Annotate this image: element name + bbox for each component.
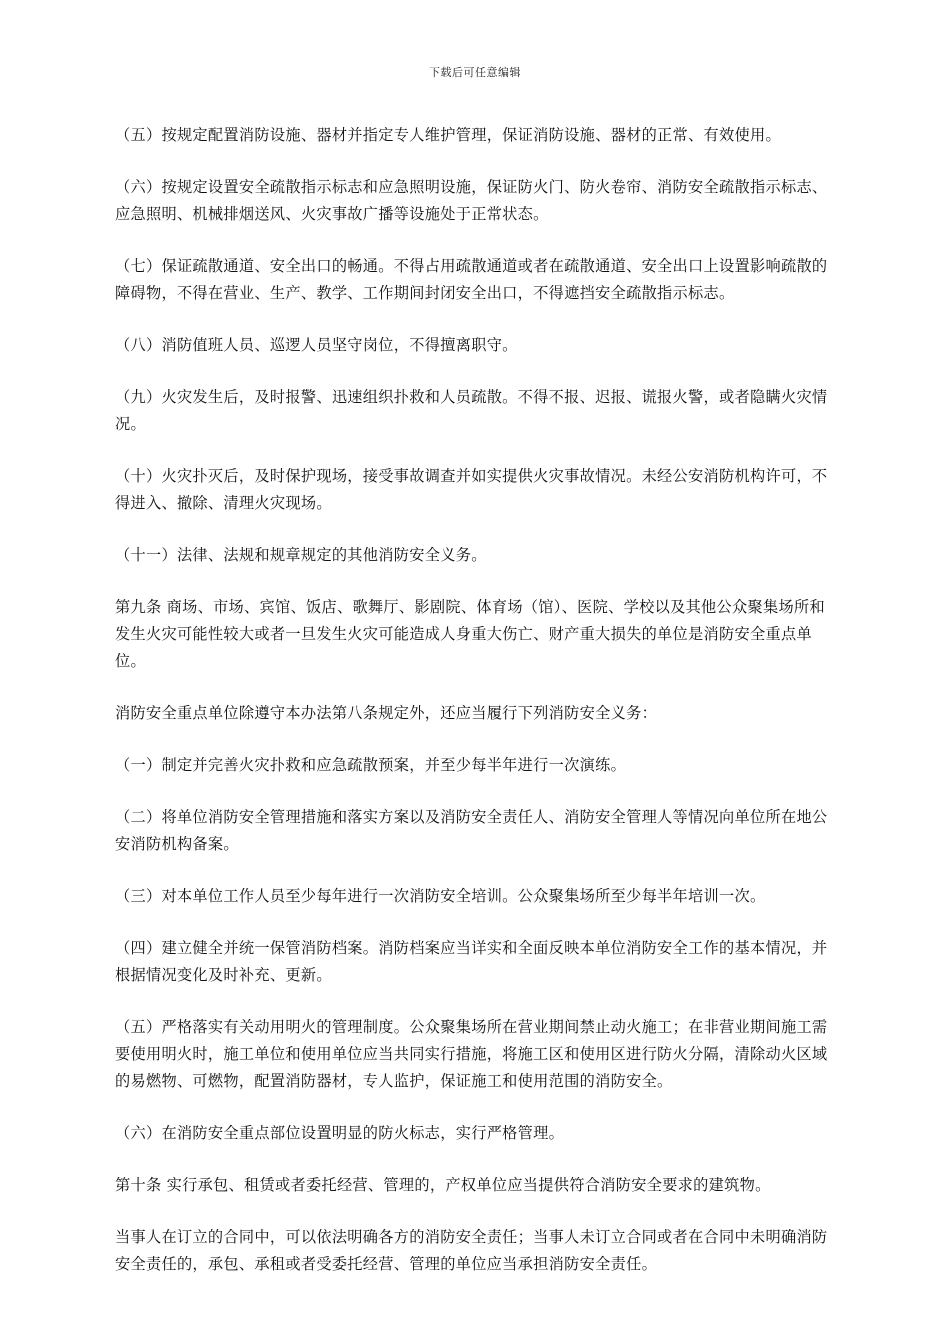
paragraph-10: （一）制定并完善火灾扑救和应急疏散预案，并至少每半年进行一次演练。 bbox=[115, 756, 627, 774]
paragraph-4: （八）消防值班人员、巡逻人员坚守岗位，不得擅离职守。 bbox=[115, 336, 518, 354]
paragraph-11: （二）将单位消防安全管理措施和落实方案以及消防安全责任人、消防安全管理人等情况向单位所在地公安消防机构备案。 bbox=[115, 808, 828, 853]
paragraph-12: （三）对本单位工作人员至少每年进行一次消防安全培训。公众聚集场所至少每半年培训一次。 bbox=[115, 887, 766, 905]
article-10-paragraph: 第十条 实行承包、租赁或者委托经营、管理的，产权单位应当提供符合消防安全要求的建筑物。 bbox=[115, 1176, 771, 1194]
paragraph-5: （九）火灾发生后，及时报警、迅速组织扑救和人员疏散。不得不报、迟报、谎报火警，或者隐瞒火灾情况。 bbox=[115, 388, 828, 433]
paragraph-7: （十一）法律、法规和规章规定的其他消防安全义务。 bbox=[115, 546, 487, 564]
paragraph-6: （十）火灾扑灭后，及时保护现场，接受事故调查并如实提供火灾事故情况。未经公安消防机构许可，不得进入、撤除、清理火灾现场。 bbox=[115, 467, 828, 512]
paragraph-14: （五）严格落实有关动用明火的管理制度。公众聚集场所在营业期间禁止动火施工；在非营业期间施工需要使用明火时，施工单位和使用单位应当共同实行措施，将施工区和使用区进行防火分隔，清除动火区域的易燃物、可燃物，配置消防器材，专人监护，保证施工和使用范围的消防安全。 bbox=[115, 1018, 828, 1090]
paragraph-3: （七）保证疏散通道、安全出口的畅通。不得占用疏散通道或者在疏散通道、安全出口上设置影响疏散的障碍物，不得在营业、生产、教学、工作期间封闭安全出口，不得遮挡安全疏散指示标志。 bbox=[115, 257, 828, 302]
paragraph-17: 当事人在订立的合同中，可以依法明确各方的消防安全责任；当事人未订立合同或者在合同中未明确消防安全责任的，承包、承租或者受委托经营、管理的单位应当承担消防安全责任。 bbox=[115, 1228, 828, 1273]
page-header: 下载后可任意编辑 bbox=[429, 66, 521, 79]
paragraph-15: （六）在消防安全重点部位设置明显的防火标志，实行严格管理。 bbox=[115, 1124, 565, 1142]
article-9-paragraph: 第九条 商场、市场、宾馆、饭店、歌舞厅、影剧院、体育场（馆）、医院、学校以及其他公众聚集场所和发生火灾可能性较大或者一旦发生火灾可能造成人身重大伤亡、财产重大损失的单位是消防安全重点单位。 bbox=[115, 598, 825, 670]
document-body bbox=[115, 122, 840, 1303]
paragraph-1: （五）按规定配置消防设施、器材并指定专人维护管理，保证消防设施、器材的正常、有效使用。 bbox=[115, 126, 781, 144]
paragraph-13: （四）建立健全并统一保管消防档案。消防档案应当详实和全面反映本单位消防安全工作的基本情况，并根据情况变化及时补充、更新。 bbox=[115, 939, 828, 984]
paragraph-2: （六）按规定设置安全疏散指示标志和应急照明设施，保证防火门、防火卷帘、消防安全疏散指示标志、应急照明、机械排烟送风、火灾事故广播等设施处于正常状态。 bbox=[115, 178, 828, 223]
paragraph-9: 消防安全重点单位除遵守本办法第八条规定外，还应当履行下列消防安全义务： bbox=[115, 704, 658, 722]
